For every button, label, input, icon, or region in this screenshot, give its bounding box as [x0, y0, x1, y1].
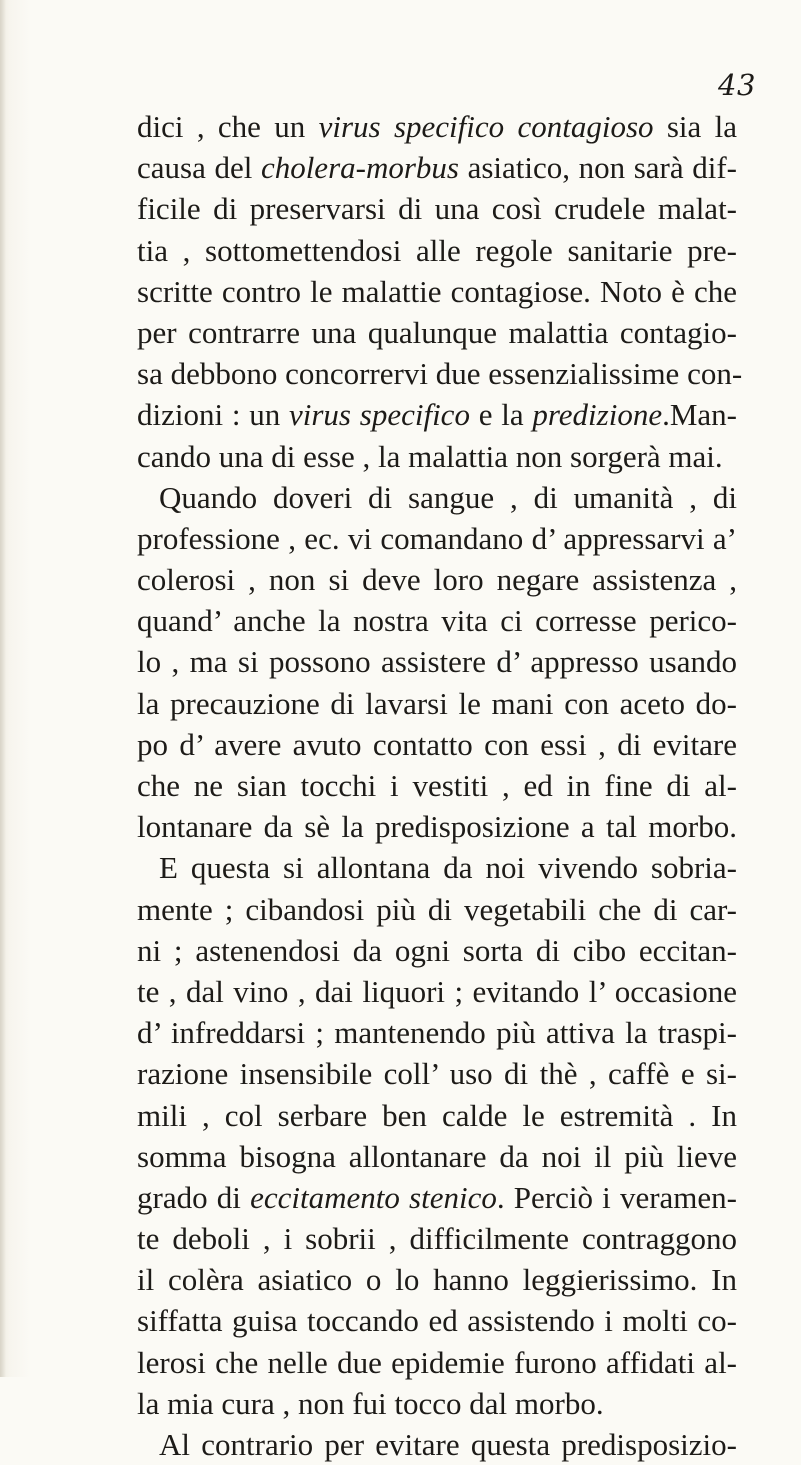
text-segment: te , dal vino , dai liquori ; evitando l’ occasione — [137, 973, 737, 1009]
text-line — [137, 971, 737, 1012]
text-segment: Quando doveri di sangue , di umanità , di — [159, 479, 737, 515]
text-segment: siffatta guisa toccando ed assistendo i molti co- — [137, 1303, 737, 1339]
text-line — [137, 106, 737, 147]
text-segment: d’ infreddarsi ; mantenendo più attiva la traspi- — [137, 1015, 737, 1051]
text-line — [137, 559, 737, 600]
text-line — [137, 1300, 737, 1341]
text-segment: professione , ec. vi comandano d’ appressarvi a’ — [137, 520, 737, 556]
text-segment: mente ; cibandosi più di vegetabili che di car- — [137, 891, 737, 927]
text-segment: causa del — [137, 150, 261, 186]
text-segment: scritte contro le malattie contagiose. Noto è che — [137, 273, 737, 309]
text-line — [137, 188, 737, 229]
text-line — [137, 889, 737, 930]
text-segment: dizioni : un — [137, 397, 289, 433]
text-line — [137, 518, 737, 559]
text-segment: mili , col serbare ben calde le estremità . In — [137, 1097, 737, 1133]
text-segment: dici , che un — [137, 109, 319, 144]
text-line — [137, 724, 737, 765]
text-segment: somma bisogna allontanare da noi il più lieve — [137, 1138, 737, 1174]
page-number: 43 — [718, 68, 756, 102]
text-line — [137, 436, 737, 477]
text-line — [137, 353, 743, 394]
text-segment: E questa si allontana da noi vivendo sobria- — [159, 850, 737, 886]
body-text — [137, 106, 743, 1465]
text-line — [137, 806, 737, 847]
text-line — [137, 147, 737, 188]
text-segment: il colèra asiatico o lo hanno leggierissimo. In — [137, 1262, 737, 1298]
text-line — [137, 1012, 737, 1053]
text-line — [137, 1218, 737, 1259]
text-line — [137, 600, 737, 641]
text-segment: .Man- — [662, 397, 738, 433]
text-line — [137, 1424, 737, 1465]
text-segment: grado di — [137, 1179, 251, 1215]
text-line — [137, 312, 737, 353]
text-line — [137, 1136, 737, 1177]
text-line — [137, 394, 737, 435]
italic-text: virus specifico contagioso — [318, 109, 654, 144]
text-segment: cando una di esse , la malattia non sorgerà mai. — [137, 438, 723, 474]
text-segment: e la — [469, 397, 533, 433]
text-segment: po d’ avere avuto contatto con essi , di evitare — [137, 726, 737, 762]
text-line — [137, 847, 737, 888]
text-line — [137, 1177, 737, 1218]
text-line — [137, 683, 737, 724]
italic-text: eccitamento stenico — [250, 1179, 497, 1215]
text-segment: ficile di preservarsi di una così crudele malat- — [137, 191, 737, 227]
text-segment: te deboli , i sobrii , difficilmente contraggono — [137, 1221, 737, 1257]
text-line — [137, 1095, 737, 1136]
text-line — [137, 477, 737, 518]
text-segment: lontanare da sè la predisposizione a tal morbo. — [137, 809, 737, 845]
text-line — [137, 271, 737, 312]
text-line — [137, 765, 737, 806]
text-segment: per contrarre una qualunque malattia contagio- — [137, 314, 737, 350]
italic-text: predizione — [532, 397, 663, 433]
italic-text: virus specifico — [289, 397, 470, 433]
italic-text: cholera-morbus — [260, 150, 459, 186]
text-line — [137, 641, 737, 682]
text-line — [137, 1259, 737, 1300]
text-segment: sia la — [653, 109, 737, 144]
text-segment: razione insensibile coll’ uso di thè , caffè e si- — [137, 1056, 737, 1092]
text-segment: la mia cura , non fui tocco dal morbo. — [137, 1385, 604, 1421]
text-segment: colerosi , non si deve loro negare assistenza , — [137, 562, 737, 598]
text-line — [137, 1383, 737, 1424]
text-segment: sa debbono concorrervi due essenzialissime con- — [137, 356, 743, 392]
text-segment: che ne sian tocchi i vestiti , ed in fine di al- — [137, 768, 737, 803]
text-segment: ni ; astenendosi da ogni sorta di cibo eccitan- — [137, 932, 737, 968]
text-segment: . Perciò i veramen- — [496, 1179, 737, 1215]
spine-shadow — [0, 0, 6, 1377]
text-segment: lo , ma si possono assistere d’ appresso usando — [137, 644, 737, 680]
text-segment: asiatico, non sarà dif- — [458, 150, 737, 186]
text-line — [137, 1053, 737, 1094]
text-line — [137, 230, 737, 271]
text-segment: tia , sottomettendosi alle regole sanitarie pre- — [137, 232, 737, 268]
text-segment: lerosi che nelle due epidemie furono affidati al- — [137, 1344, 737, 1380]
text-segment: Al contrario per evitare questa predisposizio- — [159, 1427, 737, 1462]
text-segment: la precauzione di lavarsi le mani con aceto do- — [137, 685, 737, 721]
text-segment: quand’ anche la nostra vita ci corresse perico- — [137, 603, 737, 639]
text-line — [137, 930, 737, 971]
